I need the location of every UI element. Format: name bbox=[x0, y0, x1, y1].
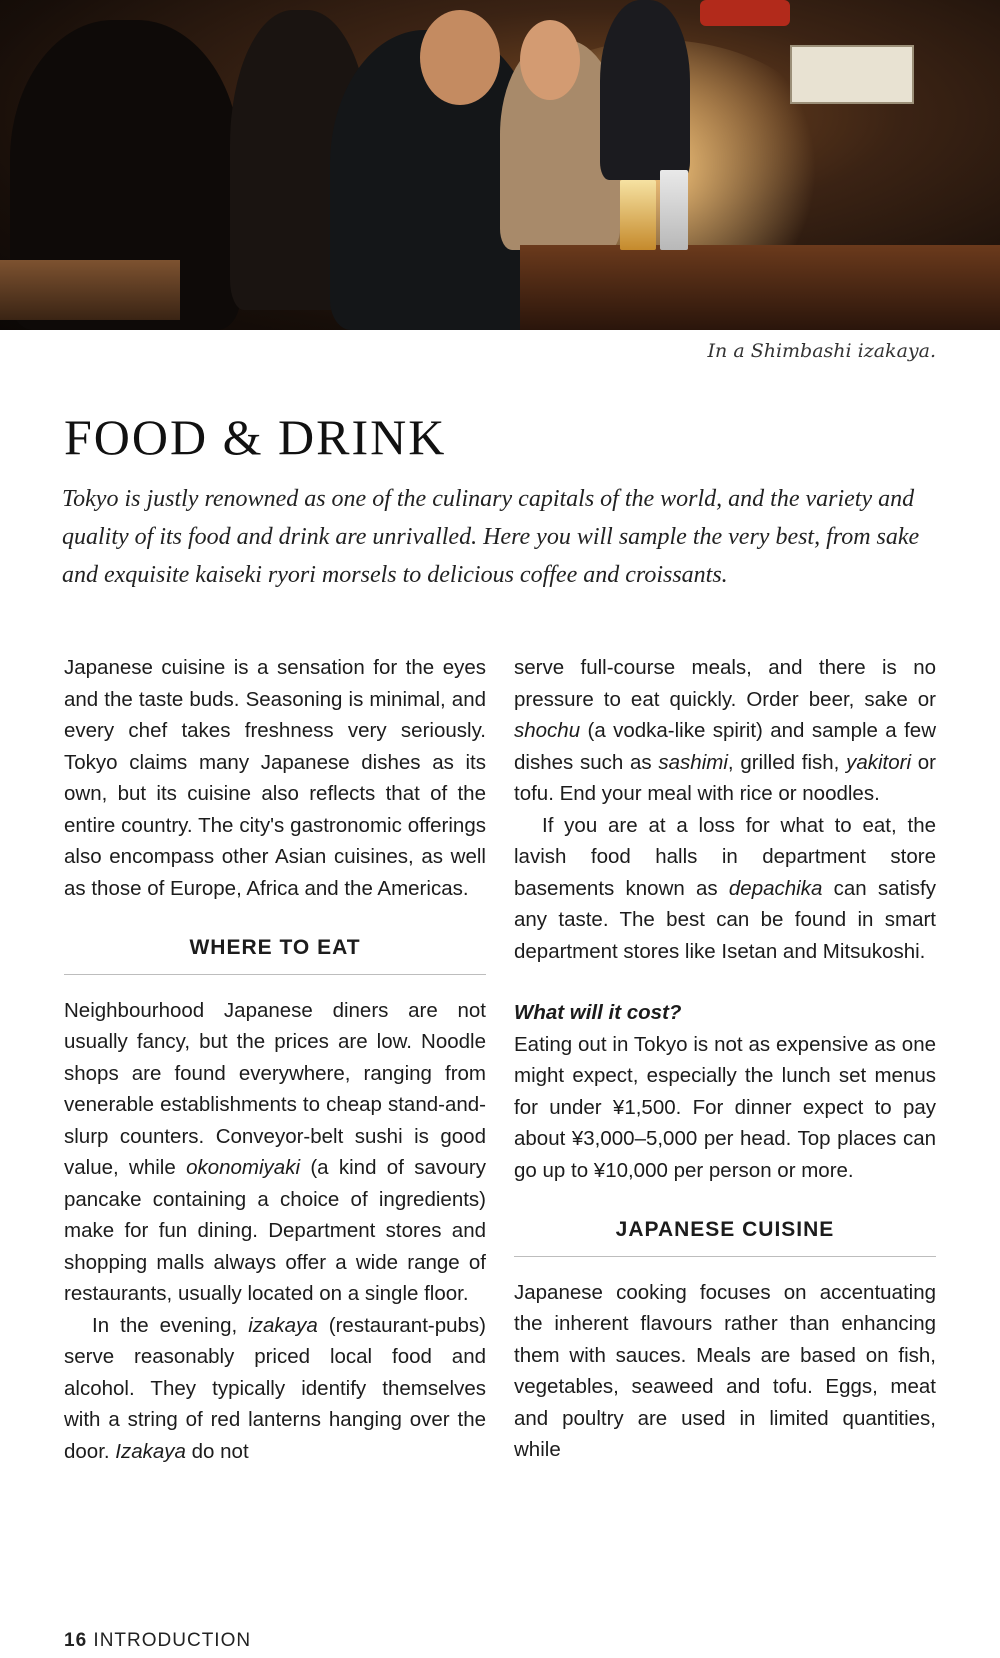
right-column bbox=[514, 652, 936, 1466]
page-title: FOOD & DRINK bbox=[64, 409, 447, 465]
page-footer bbox=[64, 1630, 251, 1652]
section-heading-japanese-cuisine: JAPANESE CUISINE bbox=[514, 1186, 936, 1257]
side-counter bbox=[0, 260, 180, 320]
subheading-cost: What will it cost? bbox=[514, 1001, 682, 1024]
red-lantern bbox=[700, 0, 790, 26]
bottle bbox=[660, 170, 688, 250]
diner-face bbox=[520, 20, 580, 100]
body-paragraph: serve full-course meals, and there is no pressure to eat quickly. Order beer, sake or shochu (a vodka-like spirit) and sample a few dishes such as sashimi, grilled fish, yakitori or tofu. End your meal with rice or noodles. bbox=[514, 656, 936, 805]
beer-glass bbox=[620, 180, 656, 250]
body-paragraph: Neighbourhood Japanese diners are not usually fancy, but the prices are low. Noodle shops are found everywhere, ranging from venerable establishments to cheap stand-and-slurp counters. Conveyor-belt sushi is good value, while okonomiyaki (a kind of savoury pancake containing a choice of ingredients) make for fun dining. Department stores and shopping malls always offer a wide range of restaurants, usually located on a single floor. bbox=[64, 998, 486, 1305]
body-paragraph: Japanese cooking focuses on accentuating the inherent flavours rather than enhancing them with sauces. Meals are based on fish, vegetables, seaweed and tofu. Eggs, meat and poultry are used in limited quantities, while bbox=[514, 1280, 936, 1461]
intro-paragraph: Tokyo is justly renowned as one of the culinary capitals of the world, and the variety and quality of its food and drink are unrivalled. Here you will sample the very best, from sake and exquisite kaiseki ryori morsels to delicious coffee and croissants. bbox=[62, 486, 920, 588]
page-number: 16 bbox=[64, 1630, 88, 1651]
menu-sign bbox=[790, 45, 914, 104]
body-paragraph: Japanese cuisine is a sensation for the eyes and the taste buds. Seasoning is minimal, and every chef takes freshness very seriously. Tokyo claims many Japanese dishes as its own, but its cuisine also reflects that of the entire country. The city's gastronomic offerings also encompass other Asian cuisines, as well as those of Europe, Africa and the Americas. bbox=[64, 656, 486, 900]
left-column bbox=[64, 652, 486, 1467]
photo-caption: In a Shimbashi izakaya. bbox=[707, 340, 936, 362]
diner-face bbox=[420, 10, 500, 105]
body-paragraph: In the evening, izakaya (restaurant-pubs) serve reasonably priced local food and alcohol. They typically identify themselves with a string of red lanterns hanging over the door. Izakaya do not bbox=[64, 1313, 487, 1463]
bar-counter bbox=[520, 245, 1000, 330]
body-paragraph: Eating out in Tokyo is not as expensive as one might expect, especially the lunch set menus for under ¥1,500. For dinner expect to pay about ¥3,000–5,000 per head. Top places can go up to ¥10,000 per person or more. bbox=[514, 1032, 936, 1182]
section-name: INTRODUCTION bbox=[93, 1630, 252, 1651]
body-paragraph: If you are at a loss for what to eat, the lavish food halls in department store basements known as depachika can satisfy any taste. The best can be found in smart department stores like Isetan and Mitsukoshi. bbox=[514, 813, 936, 963]
diner-silhouette bbox=[600, 0, 690, 180]
izakaya-photo bbox=[0, 0, 1000, 330]
section-heading-where-to-eat: WHERE TO EAT bbox=[64, 904, 486, 975]
